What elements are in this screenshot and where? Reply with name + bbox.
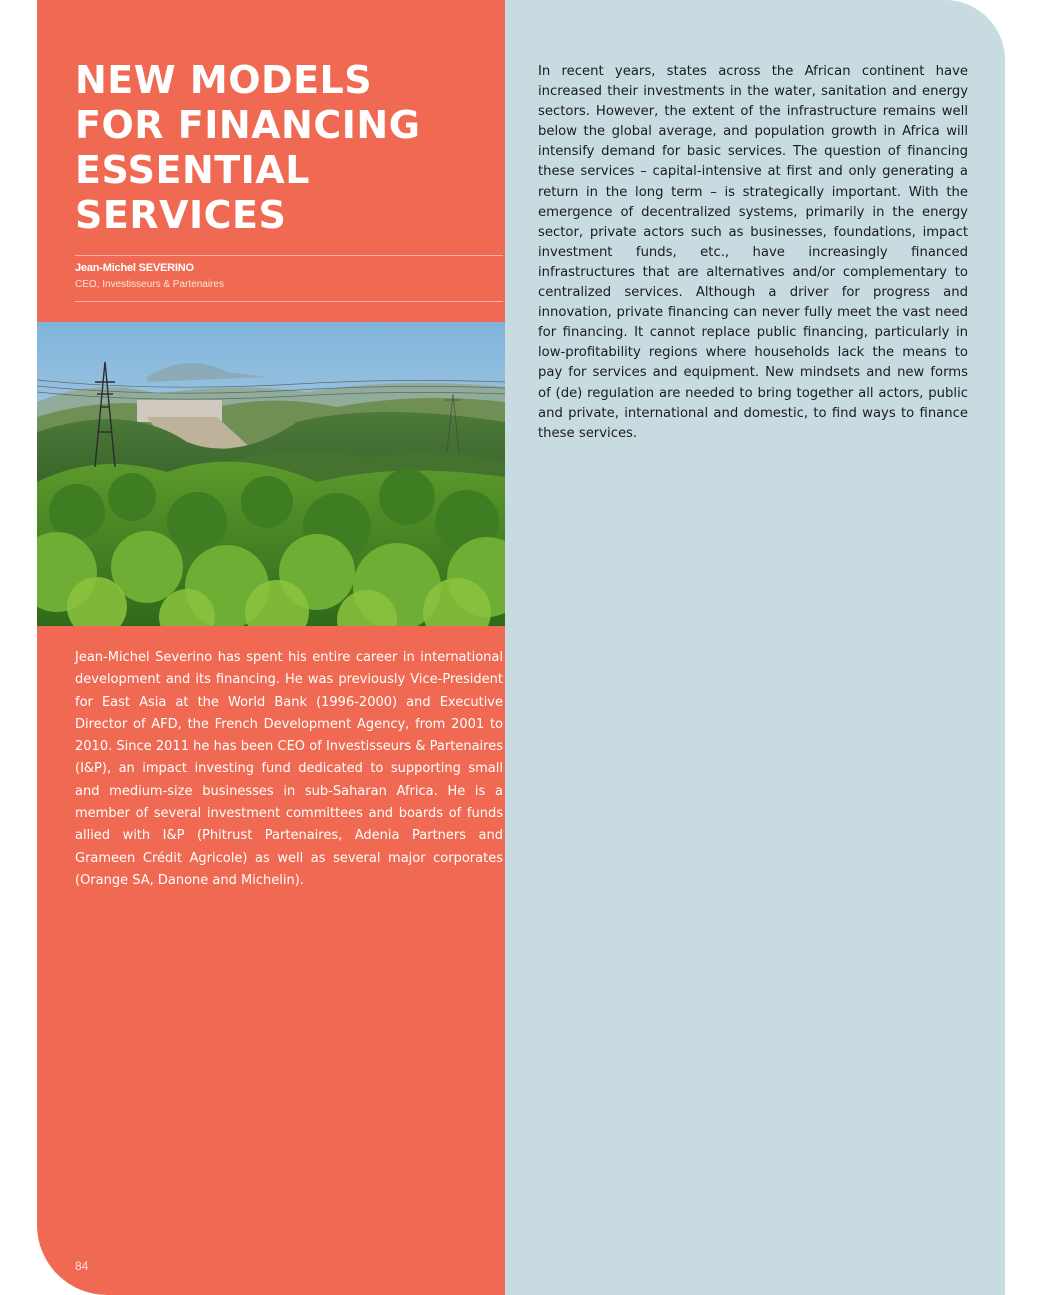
divider-bottom [75, 301, 503, 302]
page-number: 84 [75, 1259, 89, 1273]
article-title: NEW MODELS FOR FINANCING ESSENTIAL SERVICES [75, 58, 421, 237]
author-role: CEO, Investisseurs & Partenaires [75, 279, 224, 290]
author-name: Jean-Michel SEVERINO [75, 262, 194, 274]
author-bio: Jean-Michel Severino has spent his entire career in international development and its financing. He was previously Vice-President for East Asia at the World Bank (1996-2000) and Executive Director of AFD, the French Development Agency, from 2001 to 2010. Since 2011 he has been CEO of Investisseurs & Partenaires (I&P), an impact investing fund dedicated to supporting small and medium-size businesses in sub-Saharan Africa. He is a member of several investment committees and boards of funds allied with I&P (Phitrust Partenaires, Adenia Partners and Grameen Crédit Agricole) as well as several major corporates (Orange SA, Danone and Michelin). [75, 650, 503, 888]
dam-landscape-photo [37, 322, 505, 626]
left-column [37, 0, 505, 1295]
right-column [505, 0, 1005, 1295]
divider-top [75, 255, 503, 256]
article-body: In recent years, states across the African continent have increased their investments in the water, sanitation and energy sectors. However, the extent of the infrastructure remains well below the global average, and population growth in Africa will intensify demand for basic services. The question of financing these services – capital-intensive at first and only generating a return in the long term – is strategically important. With the emergence of decentralized systems, primarily in the energy sector, private actors such as businesses, foundations, impact investment funds, etc., have increasingly financed infrastructures that are alternatives and/or complementary to centralized services. Although a driver for progress and innovation, private financing can never fully meet the vast need for financing. It cannot replace public financing, particularly in low-profitability regions where households lack the means to pay for services and equipment. New mindsets and new forms of (de) regulation are needed to bring together all actors, public and private, international and domestic, to find ways to finance these services. [538, 64, 968, 441]
